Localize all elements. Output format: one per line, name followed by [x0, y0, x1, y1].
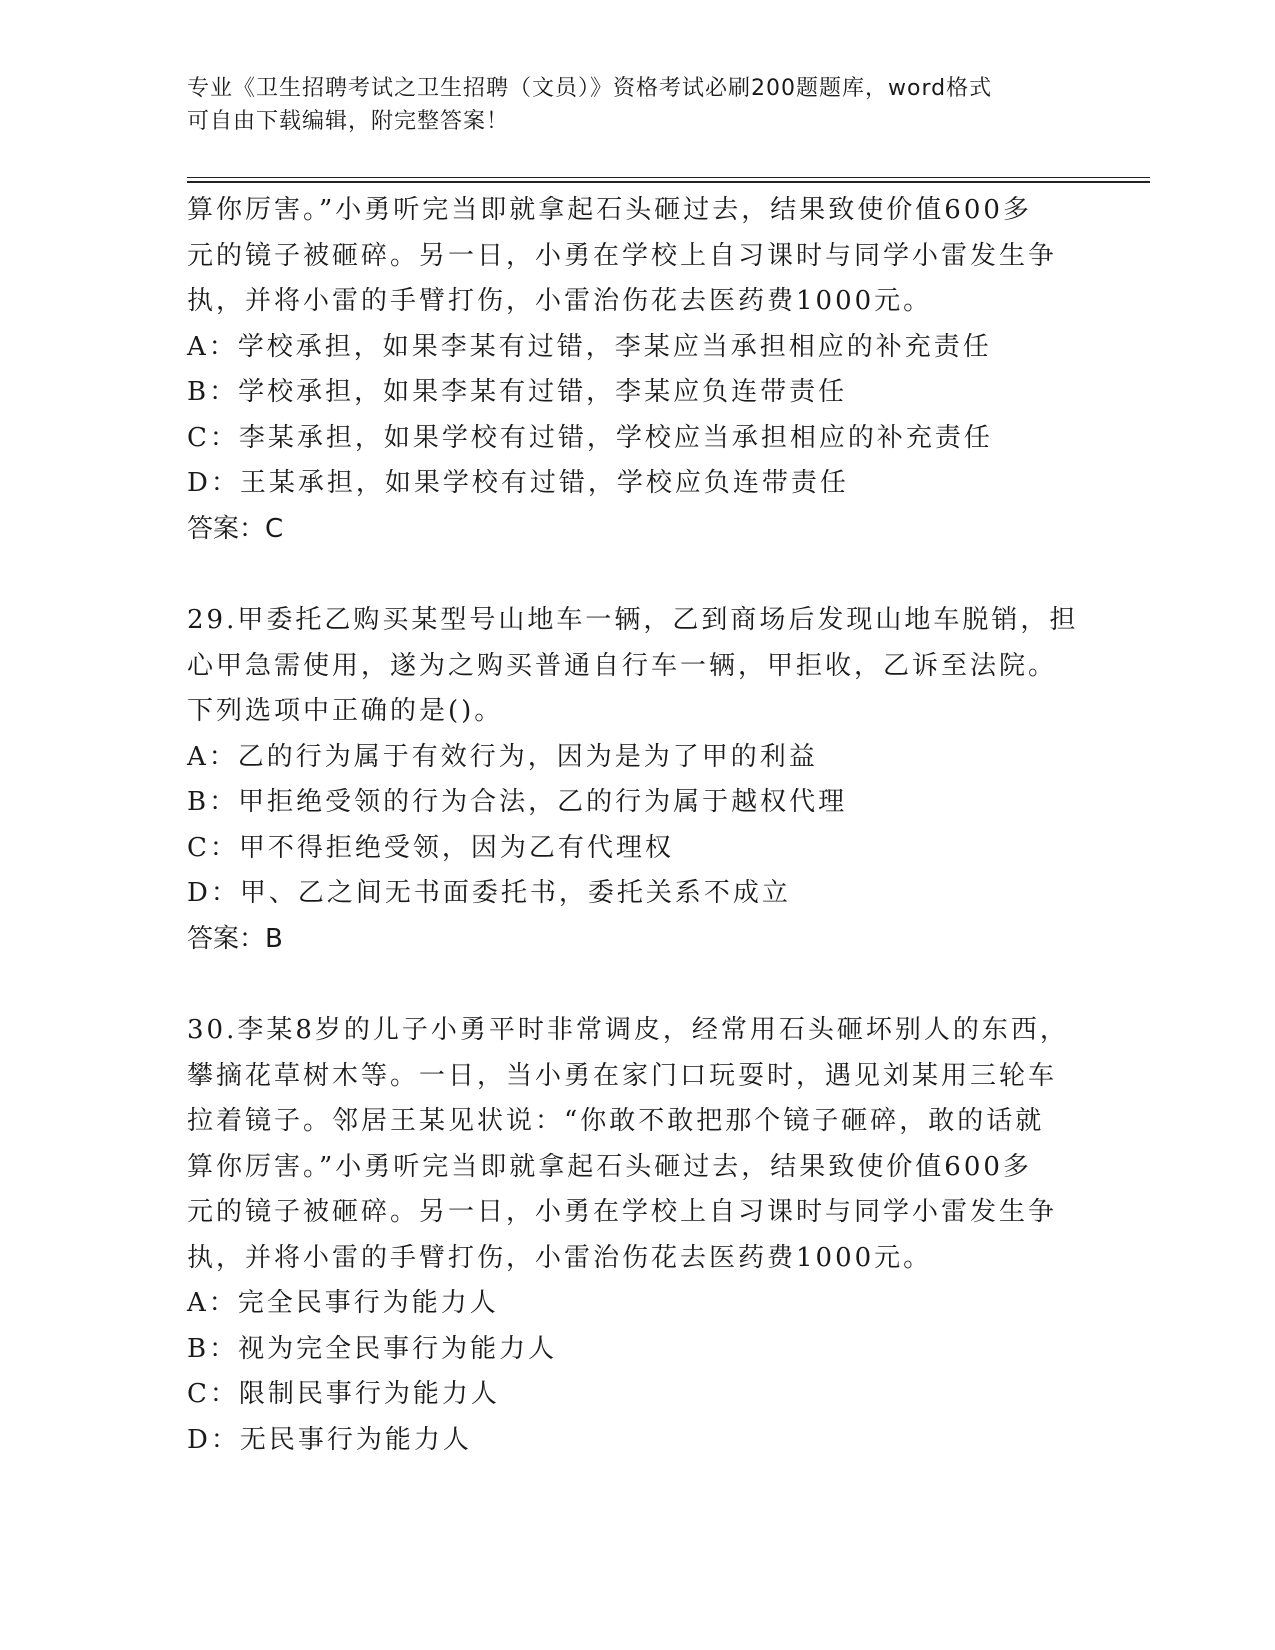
option-d: D：王某承担，如果学校有过错，学校应负连带责任 [187, 468, 849, 498]
question-text-line: 30.李某8岁的儿子小勇平时非常调皮，经常用石头砸坏别人的东西， [187, 1015, 1069, 1045]
option-c: C：限制民事行为能力人 [187, 1379, 500, 1409]
question-text-line: 算你厉害。”小勇听完当即就拿起石头砸过去，结果致使价值600多 [187, 195, 1032, 225]
document-body [187, 188, 1087, 1463]
option-d: D：甲、乙之间无书面委托书，委托关系不成立 [187, 878, 791, 908]
option-c: C：甲不得拒绝受领，因为乙有代理权 [187, 832, 674, 863]
question-text-line: 元的镜子被砸碎。另一日，小勇在学校上自习课时与同学小雷发生争 [187, 240, 1058, 271]
spacer [187, 962, 1087, 1008]
answer-label: 答案：C [187, 513, 284, 544]
question-29 [187, 598, 1087, 962]
option-b: B：甲拒绝受领的行为合法，乙的行为属于越权代理 [187, 787, 848, 817]
question-text-line: 下列选项中正确的是()。 [187, 696, 504, 726]
question-30 [187, 1008, 1087, 1463]
option-c: C：李某承担，如果学校有过错，学校应当承担相应的补充责任 [187, 422, 993, 453]
option-a: A：完全民事行为能力人 [187, 1288, 499, 1318]
header-line-1: 专业《卫生招聘考试之卫生招聘（文员）》资格考试必刷200题题库，word格式 [187, 76, 993, 101]
option-a: A：学校承担，如果李某有过错，李某应当承担相应的补充责任 [187, 331, 992, 362]
question-text-line: 拉着镜子。邻居王某见状说：“你敢不敢把那个镜子砸碎，敢的话就 [187, 1106, 1045, 1136]
question-text-line: 心甲急需使用，遂为之购买普通自行车一辆，甲拒收，乙诉至法院。 [187, 650, 1058, 681]
document-header [187, 72, 1067, 138]
option-b: B：视为完全民事行为能力人 [187, 1333, 558, 1364]
answer-label: 答案：B [187, 923, 283, 954]
question-text-line: 元的镜子被砸碎。另一日，小勇在学校上自习课时与同学小雷发生争 [187, 1197, 1058, 1227]
option-a: A：乙的行为属于有效行为，因为是为了甲的利益 [187, 741, 818, 772]
question-text-line: 29.甲委托乙购买某型号山地车一辆，乙到商场后发现山地车脱销，担 [187, 605, 1079, 635]
question-text-line: 算你厉害。”小勇听完当即就拿起石头砸过去，结果致使价值600多 [187, 1151, 1032, 1182]
question-text-line: 执，并将小雷的手臂打伤，小雷治伤花去医药费1000元。 [187, 1242, 933, 1273]
header-divider [187, 177, 1150, 183]
option-d: D：无民事行为能力人 [187, 1424, 472, 1455]
question-text-line: 执，并将小雷的手臂打伤，小雷治伤花去医药费1000元。 [187, 286, 933, 316]
header-line-2: 可自由下载编辑，附完整答案！ [187, 109, 510, 134]
option-b: B：学校承担，如果李某有过错，李某应负连带责任 [187, 377, 848, 407]
spacer [187, 552, 1087, 598]
question-continued [187, 188, 1087, 552]
question-text-line: 攀摘花草树木等。一日，当小勇在家门口玩耍时，遇见刘某用三轮车 [187, 1060, 1058, 1091]
